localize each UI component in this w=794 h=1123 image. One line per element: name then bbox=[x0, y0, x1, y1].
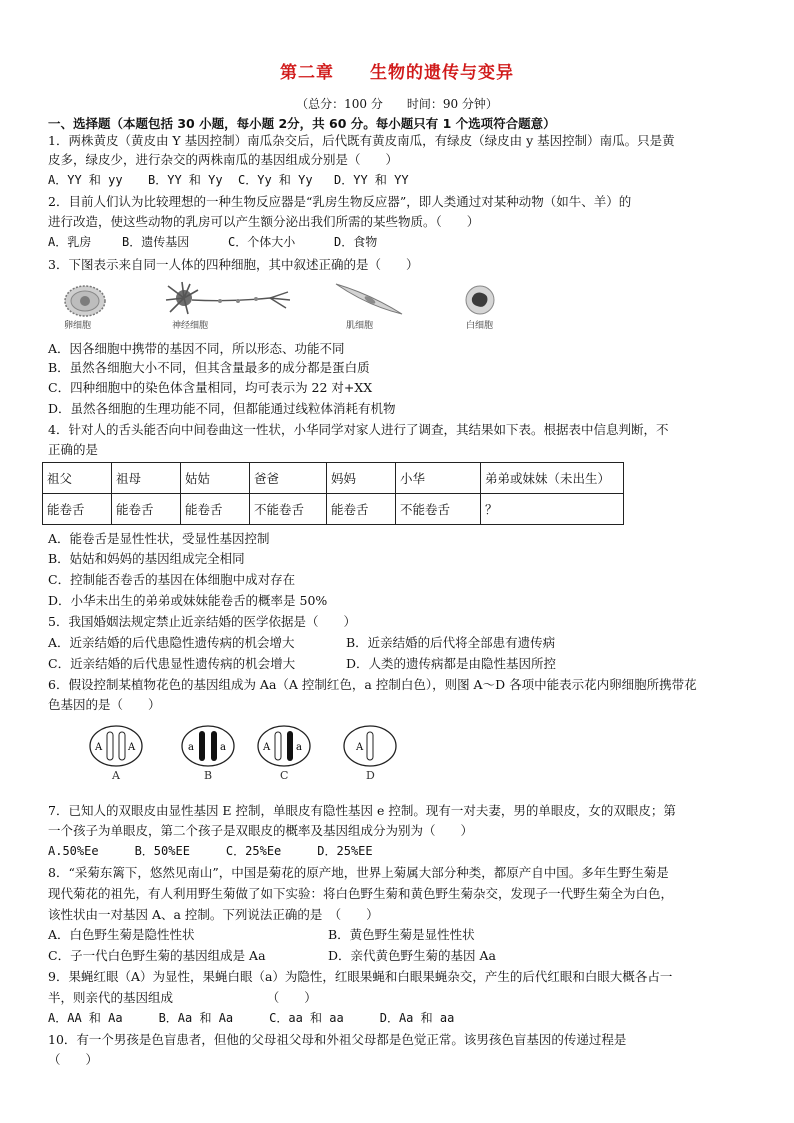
table-header-cell: 祖母 bbox=[112, 463, 181, 494]
q3-option-d[interactable]: D．虽然各细胞的生理功能不同，但都能通过线粒体消耗有机物 bbox=[48, 401, 396, 416]
q3-option-c[interactable]: C．四种细胞中的染色体含量相同，均可表示为 22 对+XX bbox=[48, 380, 373, 395]
question-7-line-2: 一个孩子为单眼皮，第二个孩子是双眼皮的概率及基因组成分为别为（ ） bbox=[48, 823, 474, 838]
q1-option-d[interactable]: D．YY 和 YY bbox=[334, 173, 409, 187]
table-header-cell: 祖父 bbox=[43, 463, 112, 494]
svg-text:a: a bbox=[296, 742, 302, 753]
table-header-cell: 弟弟或妹妹（未出生） bbox=[481, 463, 624, 494]
question-10-line-1: 10．有一个男孩是色盲患者，但他的父母祖父母和外祖父母都是色觉正常。该男孩色盲基因的传递过程是 bbox=[48, 1032, 627, 1047]
q4-option-d[interactable]: D．小华未出生的弟弟或妹妹能卷舌的概率是 50% bbox=[48, 593, 328, 608]
exam-info: （总分：100 分 时间：90 分钟） bbox=[296, 97, 498, 111]
white-blood-cell-image bbox=[463, 284, 497, 320]
q6-figure-a[interactable] bbox=[90, 726, 142, 766]
question-8-line-1: 8．“采菊东篱下，悠然见南山”，中国是菊花的原产地，世界上菊属大部分种类，都原产自中国。多年生野生菊是 bbox=[48, 865, 669, 880]
q3-option-b[interactable]: B．虽然各细胞大小不同，但其含量最多的成分都是蛋白质 bbox=[48, 360, 370, 375]
q2-option-a[interactable]: A．乳房 bbox=[48, 235, 92, 249]
question-4-line-2: 正确的是 bbox=[48, 442, 99, 457]
q6-label-d: D bbox=[366, 769, 375, 782]
table-cell: 能卷舌 bbox=[112, 494, 181, 525]
table-header-cell: 小华 bbox=[396, 463, 481, 494]
question-2-line-2: 进行改造，使这些动物的乳房可以产生额分泌出我们所需的某些物质。（ ） bbox=[48, 214, 480, 229]
q8-option-b[interactable]: B．黄色野生菊是显性性状 bbox=[328, 927, 475, 942]
svg-text:a: a bbox=[188, 742, 194, 753]
question-4-line-1: 4．针对人的舌头能否向中间卷曲这一性状，小华同学对家人进行了调查，其结果如下表。根据表中信息判断，不 bbox=[48, 422, 669, 437]
question-6-line-2: 色基因的是（ ） bbox=[48, 697, 161, 712]
table-header-row bbox=[43, 463, 624, 494]
q2-option-d[interactable]: D．食物 bbox=[334, 235, 378, 249]
q5-option-a[interactable]: A．近亲结婚的后代患隐性遗传病的机会增大 bbox=[48, 635, 295, 650]
table-row bbox=[43, 494, 624, 525]
q2-option-b[interactable]: B．遗传基因 bbox=[122, 235, 190, 249]
q8-option-a[interactable]: A．白色野生菊是隐性性状 bbox=[48, 927, 195, 942]
section-heading: 一、选择题（本题包括 30 小题，每小题 2分，共 60 分。每小题只有 1 个选项符合题意） bbox=[48, 116, 556, 131]
q5-option-c[interactable]: C．近亲结婚的后代患显性遗传病的机会增大 bbox=[48, 656, 296, 671]
question-3-line-1: 3．下图表示来自同一人体的四种细胞，其中叙述正确的是（ ） bbox=[48, 257, 419, 272]
question-9-line-1: 9．果蝇红眼（A）为显性，果蝇白眼（a）为隐性，红眼果蝇和白眼果蝇杂交，产生的后代红眼和白眼大概各占一 bbox=[48, 969, 673, 984]
q6-figure-b[interactable] bbox=[182, 726, 234, 766]
svg-text:a: a bbox=[220, 742, 226, 753]
caption-white-blood-cell: 白细胞 bbox=[466, 321, 494, 331]
question-6-line-1: 6．假设控制某植物花色的基因组成为 Aa（A 控制红色，a 控制白色），则图 A～D 各项中能表示花内卵细胞所携带花 bbox=[48, 677, 697, 692]
q1-option-b[interactable]: B．YY 和 Yy bbox=[148, 173, 223, 187]
question-10-line-2: （ ） bbox=[48, 1052, 99, 1067]
muscle-cell-image bbox=[334, 280, 404, 322]
question-1-line-2: 皮多，绿皮少，进行杂交的两株南瓜的基因组成分别是（ ） bbox=[48, 152, 399, 167]
q3-option-a[interactable]: A．因各细胞中携带的基因不同，所以形态、功能不同 bbox=[48, 341, 345, 356]
tongue-rolling-table bbox=[42, 462, 624, 525]
table-cell: 不能卷舌 bbox=[250, 494, 327, 525]
table-cell: 能卷舌 bbox=[327, 494, 396, 525]
q4-option-b[interactable]: B．姑姑和妈妈的基因组成完全相同 bbox=[48, 551, 245, 566]
caption-muscle-cell: 肌细胞 bbox=[346, 321, 374, 331]
svg-text:A: A bbox=[263, 742, 271, 753]
q8-option-c[interactable]: C．子一代白色野生菊的基因组成是 Aa bbox=[48, 948, 266, 963]
q4-option-c[interactable]: C．控制能否卷舌的基因在体细胞中成对存在 bbox=[48, 572, 296, 587]
q6-label-a: A bbox=[112, 769, 120, 782]
svg-text:A: A bbox=[95, 742, 103, 753]
q6-figure-d[interactable] bbox=[344, 726, 396, 766]
svg-text:A: A bbox=[356, 742, 364, 753]
question-8-line-3: 该性状由一对基因 A、a 控制。下列说法正确的是 （ ） bbox=[48, 907, 379, 922]
question-1-line-1: 1．两株黄皮（黄皮由 Y 基因控制）南瓜杂交后，后代既有黄皮南瓜，有绿皮（绿皮由 y 基因控制）南瓜。只是黄 bbox=[48, 133, 675, 148]
q8-option-d[interactable]: D．亲代黄色野生菊的基因 Aa bbox=[328, 948, 496, 963]
q9-options[interactable]: A．AA 和 Aa B．Aa 和 Aa C．aa 和 aa D．Aa 和 aa bbox=[48, 1011, 455, 1025]
caption-egg-cell: 卵细胞 bbox=[64, 321, 92, 331]
table-header-cell: 妈妈 bbox=[327, 463, 396, 494]
q6-label-b: B bbox=[204, 769, 213, 782]
q4-option-a[interactable]: A．能卷舌是显性性状，受显性基因控制 bbox=[48, 531, 270, 546]
table-cell: 能卷舌 bbox=[43, 494, 112, 525]
question-2-line-1: 2．目前人们认为比较理想的一种生物反应器是“乳房生物反应器”，即人类通过对某种动物（如牛、羊）的 bbox=[48, 194, 632, 209]
q5-option-b[interactable]: B．近亲结婚的后代将全部患有遗传病 bbox=[346, 635, 556, 650]
q1-option-a[interactable]: A．YY 和 yy bbox=[48, 173, 123, 187]
q1-option-c[interactable]: C．Yy 和 Yy bbox=[238, 173, 313, 187]
table-header-cell: 姑姑 bbox=[181, 463, 250, 494]
chapter-title: 第二章 生物的遗传与变异 bbox=[280, 63, 514, 83]
q6-figure-c[interactable] bbox=[258, 726, 310, 766]
table-cell: 不能卷舌 bbox=[396, 494, 481, 525]
question-9-line-2: 半，则亲代的基因组成 （ ） bbox=[48, 990, 317, 1005]
q2-option-c[interactable]: C．个体大小 bbox=[228, 235, 296, 249]
table-cell: 能卷舌 bbox=[181, 494, 250, 525]
question-8-line-2: 现代菊花的祖先，有人利用野生菊做了如下实验：将白色野生菊和黄色野生菊杂交，发现子一代野生菊全为白色， bbox=[48, 886, 674, 901]
q6-label-c: C bbox=[280, 769, 289, 782]
question-5-line-1: 5．我国婚姻法规定禁止近亲结婚的医学依据是（ ） bbox=[48, 614, 356, 629]
q7-options[interactable]: A.50%Ee B．50%EE C．25%Ee D．25%EE bbox=[48, 844, 373, 858]
q5-option-d[interactable]: D．人类的遗传病都是由隐性基因所控 bbox=[346, 656, 557, 671]
caption-nerve-cell: 神经细胞 bbox=[172, 321, 209, 331]
table-cell: ？ bbox=[481, 494, 624, 525]
table-header-cell: 爸爸 bbox=[250, 463, 327, 494]
question-7-line-1: 7．已知人的双眼皮由显性基因 E 控制，单眼皮有隐性基因 e 控制。现有一对夫妻，男的单眼皮，女的双眼皮；第 bbox=[48, 803, 676, 818]
svg-text:A: A bbox=[128, 742, 136, 753]
